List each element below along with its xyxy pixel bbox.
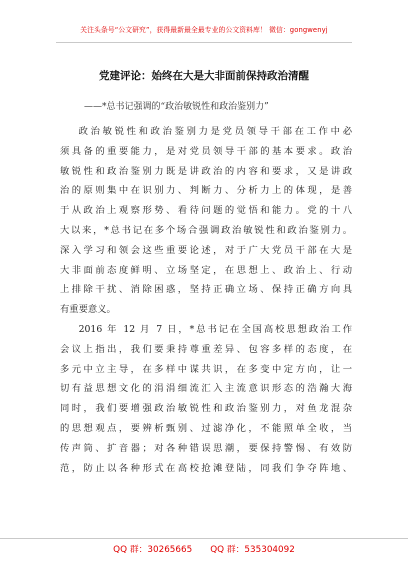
body-line: 会议上指出，我们要秉持尊重差异、包容多样的态度，在 [60,343,352,355]
document-body [60,122,352,478]
body-line: 于从政治上观察形势、看待问题的觉悟和能力。党的十八 [60,205,352,217]
body-line: 敏锐性和政治鉴别力既是讲政治的内容和要求，又是讲政 [60,165,352,177]
body-line: 传声筒、扩音器；对各种错误思潮，要保持警惕、有效防 [60,442,352,454]
body-line: 深入学习和领会这些重要论述，对于广大党员干部在大是 [60,244,352,256]
header-promo-text: 关注头条号“公文研究”，获得最新最全最专业的公文资料库！ 微信：gongwenyj [80,26,328,34]
body-line: 同时，我们要增强政治敏锐性和政治鉴别力，对鱼龙混杂 [60,403,352,415]
document-title: 党建评论：始终在大是大非面前保持政治清醒 [99,70,309,82]
body-line: 2016 年 12 月 7 日，*总书记在全国高校思想政治工作 [78,323,352,335]
footer-qq-group-2: QQ 群：535304092 [210,545,295,555]
body-line: 范，防止以各种形式在高校抢滩登陆，同我们争夺阵地、 [60,462,352,474]
body-line: 的思想观点，要辨析甄别、过滤净化，不能照单全收，当 [60,422,352,434]
document-subtitle: ——*总书记强调的“政治敏锐性和政治鉴别力” [84,102,269,112]
body-line: 治的原则集中在识别力、判断力、分析力上的体现，是善 [60,185,352,197]
body-line: 政治敏锐性和政治鉴别力是党员领导干部在工作中必 [78,126,352,137]
body-line: 切有益思想文化的涓涓细流汇入主流意识形态的浩瀚大海 [60,383,352,395]
body-line: 须具备的重要能力，是对党员领导干部的基本要求。政治 [60,145,352,157]
body-line: 大以来，*总书记在多个场合强调政治敏锐性和政治鉴别力。 [60,224,352,236]
page-header [56,20,352,43]
footer-qq-group-1: QQ 群：30265665 [113,545,193,555]
body-line: 上排除干扰、消除困惑，坚持正确立场、保持正确方向具 [60,284,352,296]
body-line: 多元中立主导，在多样中谋共识，在多变中定方向，让一 [60,363,352,375]
page-footer [0,538,408,573]
body-line: 有重要意义。 [60,304,116,316]
body-line: 大非面前态度鲜明、立场坚定，在思想上、政治上、行动 [60,264,352,276]
footer-contact [0,542,408,555]
